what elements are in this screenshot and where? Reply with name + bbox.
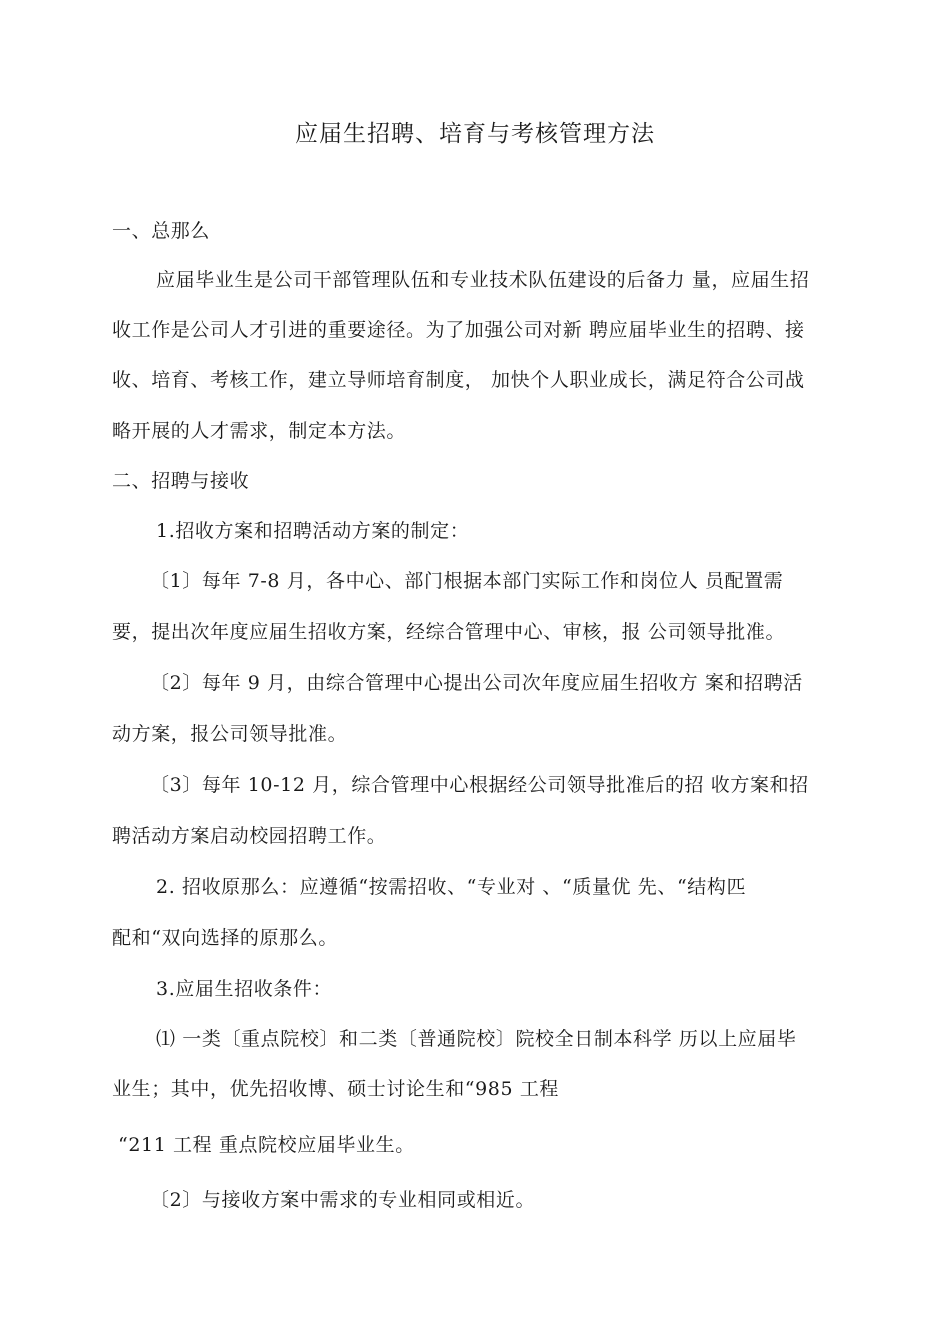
paragraph-line: 2. 招收原那么：应遵循“按需招收、“专业对 、“质量优 先、“结构匹: [156, 876, 747, 898]
section-heading-recruitment: 二、招聘与接收: [112, 470, 250, 492]
paragraph-line: 收、培育、考核工作，建立导师培育制度， 加快个人职业成长，满足符合公司战: [112, 369, 805, 391]
paragraph-line: 〔1〕每年 7-8 月，各中心、部门根据本部门实际工作和岗位人 员配置需: [150, 570, 784, 592]
paragraph-line: “211 工程 重点院校应届毕业生。: [118, 1134, 415, 1156]
paragraph-line: ⑴ 一类〔重点院校〕和二类〔普通院校〕院校全日制本科学 历以上应届毕: [156, 1028, 797, 1050]
paragraph-line: 〔2〕与接收方案中需求的专业相同或相近。: [150, 1189, 536, 1211]
paragraph-line: 聘活动方案启动校园招聘工作。: [112, 825, 387, 847]
paragraph-line: 配和“双向选择的原那么。: [112, 927, 338, 949]
paragraph-line: 要，提出次年度应届生招收方案，经综合管理中心、审核，报 公司领导批准。: [112, 621, 786, 643]
paragraph-line: 收工作是公司人才引进的重要途径。为了加强公司对新 聘应届毕业生的招聘、接: [112, 319, 805, 341]
paragraph-line: 业生；其中，优先招收博、硕士讨论生和“985 工程: [112, 1078, 560, 1100]
paragraph-line: 〔2〕每年 9 月，由综合管理中心提出公司次年度应届生招收方 案和招聘活: [150, 672, 803, 694]
document-title: 应届生招聘、培育与考核管理方法: [295, 121, 655, 147]
paragraph-line: 应届毕业生是公司干部管理队伍和专业技术队伍建设的后备力 量，应届生招: [156, 269, 810, 291]
paragraph-line: 略开展的人才需求，制定本方法。: [112, 420, 407, 442]
subsection-heading: 3.应届生招收条件：: [156, 978, 333, 1000]
paragraph-line: 动方案，报公司领导批准。: [112, 723, 348, 745]
subsection-heading: 1.招收方案和招聘活动方案的制定：: [156, 520, 470, 542]
section-heading-general: 一、总那么: [112, 220, 211, 242]
paragraph-line: 〔3〕每年 10-12 月，综合管理中心根据经公司领导批准后的招 收方案和招: [150, 774, 809, 796]
